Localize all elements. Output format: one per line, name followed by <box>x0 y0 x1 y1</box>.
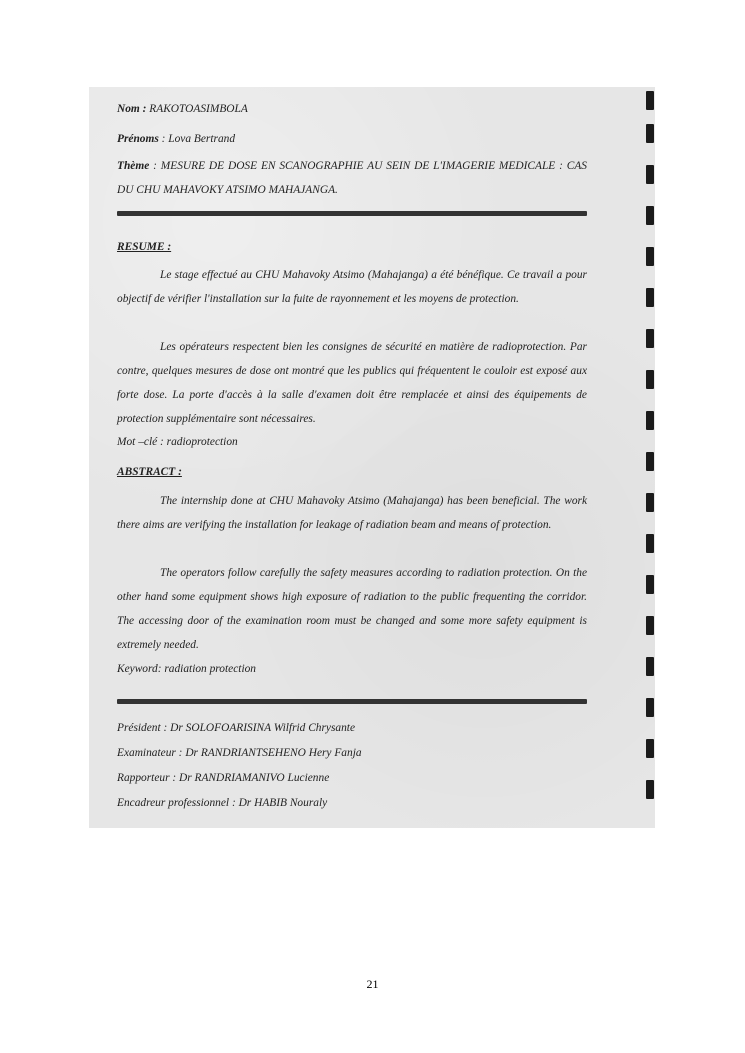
binding-hole <box>646 493 654 512</box>
first-names-label: Prénoms <box>117 133 159 145</box>
bottom-divider <box>117 699 587 704</box>
spiral-binding <box>645 87 655 828</box>
page-number: 21 <box>366 977 379 991</box>
binding-hole <box>646 247 654 266</box>
theme-line <box>117 154 587 202</box>
jury-president: Président : Dr SOLOFOARISINA Wilfrid Chrysante <box>117 722 356 734</box>
binding-hole <box>646 370 654 389</box>
name-label: Nom : <box>117 103 147 115</box>
scanned-page <box>89 87 655 828</box>
name-line <box>117 97 587 121</box>
binding-hole <box>646 698 654 717</box>
binding-hole <box>646 206 654 225</box>
first-names-line <box>117 127 587 151</box>
abstract-title: ABSTRACT : <box>117 466 182 478</box>
resume-title: RESUME : <box>117 241 172 253</box>
jury-supervisor: Encadreur professionnel : Dr HABIB Nouraly <box>117 797 328 809</box>
binding-hole <box>646 575 654 594</box>
jury-reporter: Rapporteur : Dr RANDRIAMANIVO Lucienne <box>117 772 330 784</box>
binding-hole <box>646 616 654 635</box>
binding-hole <box>646 288 654 307</box>
abstract-keywords: Keyword: radiation protection <box>117 663 256 675</box>
binding-hole <box>646 452 654 471</box>
resume-paragraph-1: Le stage effectué au CHU Mahavoky Atsimo (Mahajanga) a été bénéfique. Ce travail a pour objectif de vérifier l'installation sur la fuite de rayonnement et les moyens de protection. <box>117 269 587 305</box>
binding-hole <box>646 657 654 676</box>
binding-hole <box>646 411 654 430</box>
first-names-value: : Lova Bertrand <box>161 133 236 145</box>
abstract-paragraph-2: The operators follow carefully the safety measures according to radiation protection. On the other hand some equipment shows high exposure of radiation to the public frequenting the corridor. The accessing door of the examination room must be changed and some more safety equipment is extremely needed. <box>117 567 587 651</box>
jury-examiner: Examinateur : Dr RANDRIANTSEHENO Hery Fanja <box>117 747 362 759</box>
abstract-paragraph-1: The internship done at CHU Mahavoky Atsimo (Mahajanga) has been beneficial. The work there aims are verifying the installation for leakage of radiation beam and means of protection. <box>117 495 587 531</box>
resume-paragraph-2: Les opérateurs respectent bien les consignes de sécurité en matière de radioprotection. Par contre, quelques mesures de dose ont montré que les publics qui fréquentent le couloir est exposé aux forte dose. La porte d'accès à la salle d'examen doit être remplacée et ainsi des équipements de protection supplémentaire sont nécessaires. <box>117 341 587 425</box>
binding-hole <box>646 329 654 348</box>
binding-hole <box>646 165 654 184</box>
binding-hole <box>646 739 654 758</box>
binding-hole <box>646 91 654 110</box>
name-value: RAKOTOASIMBOLA <box>149 103 248 115</box>
binding-hole <box>646 124 654 143</box>
binding-hole <box>646 780 654 799</box>
theme-value: : MESURE DE DOSE EN SCANOGRAPHIE AU SEIN DE L'IMAGERIE MEDICALE : CAS DU CHU MAHAVOKY ATSIMO MAHAJANGA. <box>117 160 587 196</box>
top-divider <box>117 211 587 216</box>
theme-label: Thème <box>117 160 150 172</box>
resume-keywords: Mot –clé : radioprotection <box>117 436 238 448</box>
binding-hole <box>646 534 654 553</box>
